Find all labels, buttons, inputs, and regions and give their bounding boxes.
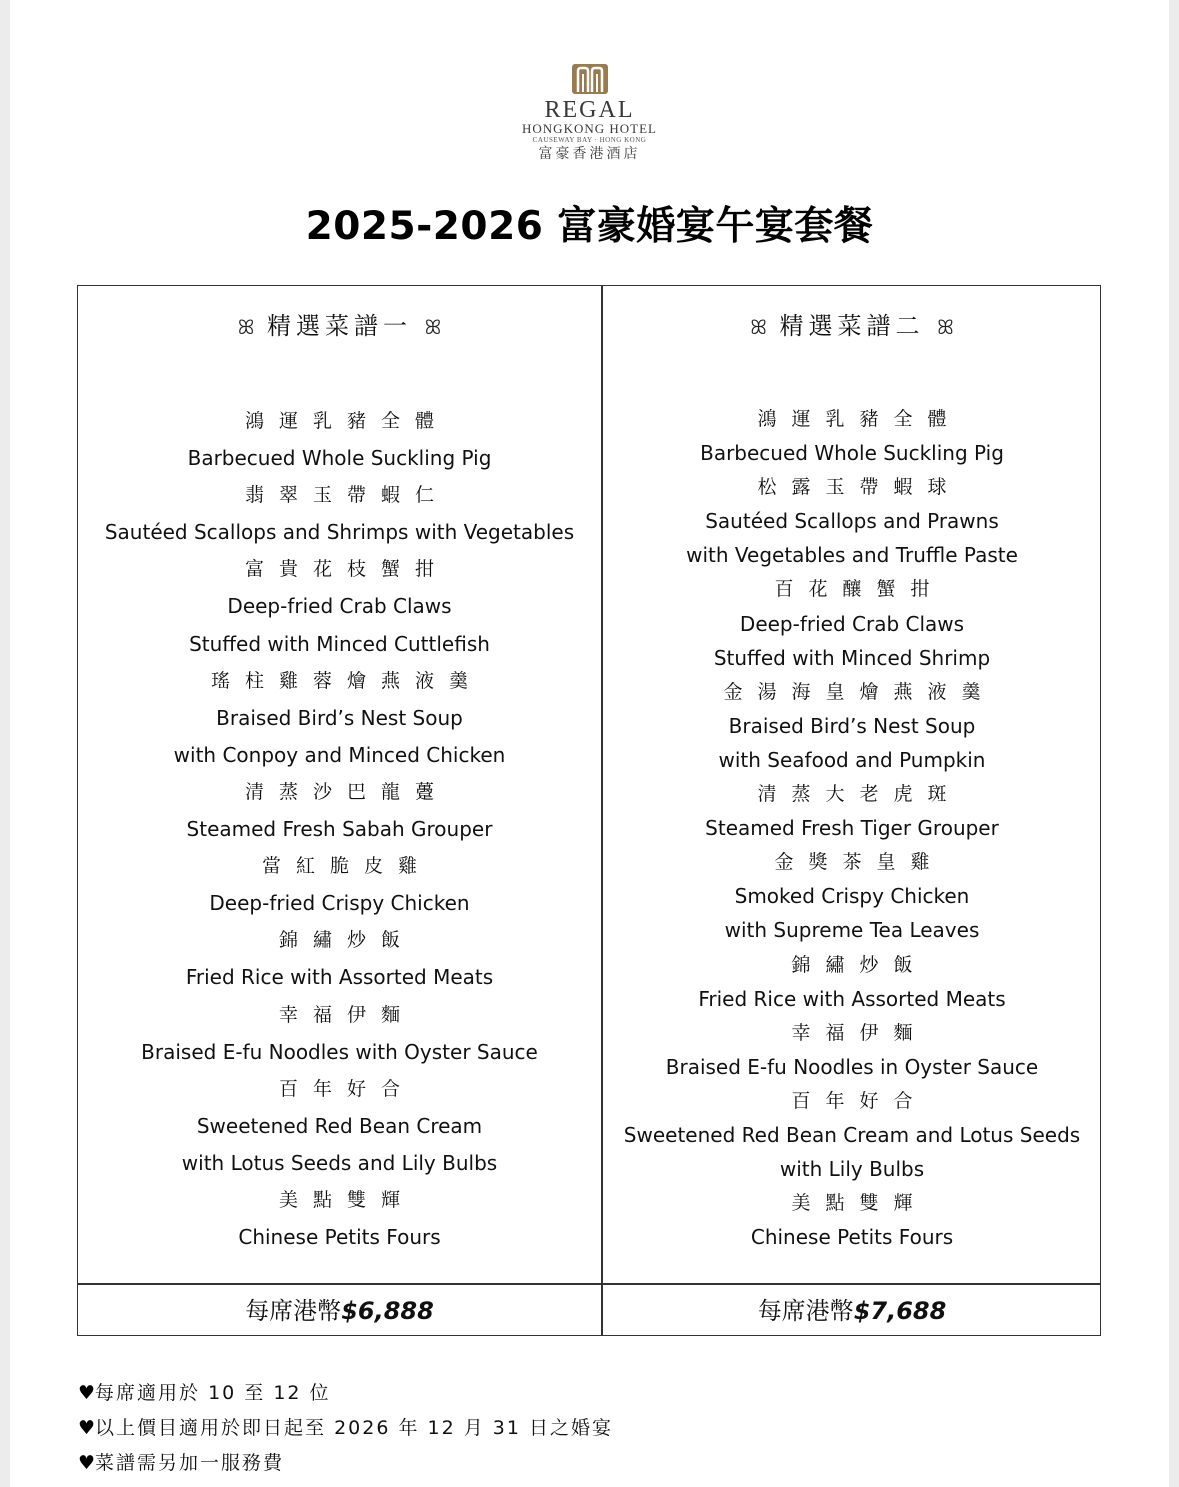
dish-name-english: Fried Rice with Assorted Meats (698, 986, 1006, 1011)
dish-name-english: with Lily Bulbs (779, 1157, 925, 1182)
dish-name-english: Fried Rice with Assorted Meats (185, 965, 494, 990)
menu-2-heading (602, 310, 1102, 343)
dish-name-english: Barbecued Whole Suckling Pig (187, 446, 492, 471)
page-title: 2025-2026 富豪婚宴午宴套餐 (305, 204, 874, 249)
note-item: ♥以上價目適用於即日起至 2026 年 12 月 31 日之婚宴 (78, 1417, 613, 1439)
logo-wordmark: REGAL (544, 97, 635, 123)
dish-name-chinese: 翡翠玉帶蝦仁 (244, 484, 449, 507)
dish-name-english: Chinese Petits Fours (750, 1225, 954, 1250)
dish-name-chinese: 錦繡炒飯 (791, 953, 928, 976)
logo-location: CAUSEWAY BAY · HONG KONG (532, 136, 647, 144)
heart-icon: ♥ (78, 1382, 96, 1404)
price-divider (78, 1283, 1100, 1285)
dish-name-chinese: 富貴花枝蟹拑 (244, 558, 449, 581)
price-prefix: 每席港幣 (757, 1297, 854, 1325)
dish-name-chinese: 幸福伊麵 (791, 1021, 928, 1044)
dish-name-english: Steamed Fresh Tiger Grouper (705, 816, 999, 841)
dish-name-english: Sautéed Scallops and Prawns (705, 509, 999, 534)
dish-name-english: Braised E-fu Noodles with Oyster Sauce (141, 1039, 538, 1064)
price-value: $7,688 (853, 1297, 947, 1325)
note-item: ♥菜譜需另加一服務費 (78, 1452, 285, 1474)
dish-name-english: Smoked Crispy Chicken (734, 884, 970, 909)
dish-name-english: with Seafood and Pumpkin (718, 747, 986, 772)
dish-name-english: Deep-fried Crispy Chicken (209, 891, 470, 916)
dish-name-english: Stuffed with Minced Shrimp (713, 645, 991, 670)
menu-table (77, 285, 1101, 1336)
flourish-left-icon: ꕤ (237, 315, 255, 339)
menu-1-heading (78, 310, 601, 343)
dish-name-english: Deep-fried Crab Claws (227, 594, 452, 619)
dish-name-chinese: 百年好合 (278, 1077, 415, 1100)
note-item: ♥每席適用於 10 至 12 位 (78, 1382, 331, 1404)
dish-name-chinese: 鴻運乳豬全體 (244, 410, 449, 432)
logo-chinese-name: 富豪香港酒店 (538, 146, 641, 162)
dish-name-english: with Supreme Tea Leaves (724, 918, 980, 943)
menu-1-title: 精選菜譜一 (267, 312, 412, 340)
flourish-left-icon: ꕤ (750, 315, 767, 339)
menu-1-dish-list (78, 403, 601, 1256)
flourish-right-icon: ꕤ (937, 315, 954, 339)
menu-1-price (78, 1286, 601, 1336)
dish-name-chinese: 百花釀蟹拑 (774, 578, 945, 601)
dish-name-english: Steamed Fresh Sabah Grouper (186, 817, 493, 842)
dish-name-english: with Conpoy and Minced Chicken (173, 742, 506, 767)
price-prefix: 每席港幣 (245, 1297, 342, 1325)
logo-subtitle: HONGKONG HOTEL (522, 121, 657, 136)
dish-name-chinese: 美點雙輝 (791, 1192, 928, 1215)
dish-name-english: Sweetened Red Bean Cream and Lotus Seeds (623, 1122, 1081, 1147)
dish-name-chinese: 金獎茶皇雞 (774, 851, 945, 874)
dish-name-chinese: 百年好合 (791, 1089, 928, 1112)
dish-name-chinese: 清蒸大老虎斑 (757, 783, 962, 806)
notes-list (78, 1376, 613, 1481)
dish-name-chinese: 錦繡炒飯 (278, 929, 415, 952)
dish-name-chinese: 松露玉帶蝦球 (757, 476, 962, 499)
menu-2-dish-list (602, 402, 1102, 1254)
dish-name-english: with Vegetables and Truffle Paste (686, 543, 1018, 568)
dish-name-english: Braised Bird’s Nest Soup (728, 713, 976, 738)
dish-name-english: with Lotus Seeds and Lily Bulbs (181, 1150, 498, 1175)
heart-icon: ♥ (78, 1452, 96, 1474)
dish-name-chinese: 鴻運乳豬全體 (757, 408, 962, 430)
dish-name-english: Barbecued Whole Suckling Pig (700, 441, 1004, 466)
menu-2-price (602, 1286, 1102, 1336)
hotel-logo (0, 62, 1179, 163)
heart-icon: ♥ (78, 1417, 96, 1439)
flourish-right-icon: ꕤ (424, 315, 442, 339)
dish-name-chinese: 當紅脆皮雞 (261, 855, 432, 878)
price-value: $6,888 (341, 1297, 434, 1325)
regal-logo-icon (571, 62, 609, 96)
dish-name-english: Braised E-fu Noodles in Oyster Sauce (665, 1054, 1039, 1079)
dish-name-english: Sautéed Scallops and Shrimps with Vegetables (104, 520, 575, 545)
dish-name-chinese: 幸福伊麵 (278, 1003, 415, 1026)
dish-name-chinese: 金湯海皇燴燕液羹 (723, 680, 996, 703)
dish-name-chinese: 清蒸沙巴龍躉 (244, 780, 449, 803)
dish-name-english: Stuffed with Minced Cuttlefish (189, 631, 490, 656)
dish-name-english: Braised Bird’s Nest Soup (216, 705, 463, 730)
dish-name-chinese: 美點雙輝 (278, 1188, 415, 1211)
dish-name-english: Deep-fried Crab Claws (739, 611, 965, 636)
dish-name-chinese: 瑤柱雞蓉燴燕液羹 (210, 669, 483, 692)
menu-2-title: 精選菜譜二 (779, 312, 925, 340)
dish-name-english: Chinese Petits Fours (238, 1225, 441, 1250)
dish-name-english: Sweetened Red Bean Cream (196, 1113, 483, 1138)
